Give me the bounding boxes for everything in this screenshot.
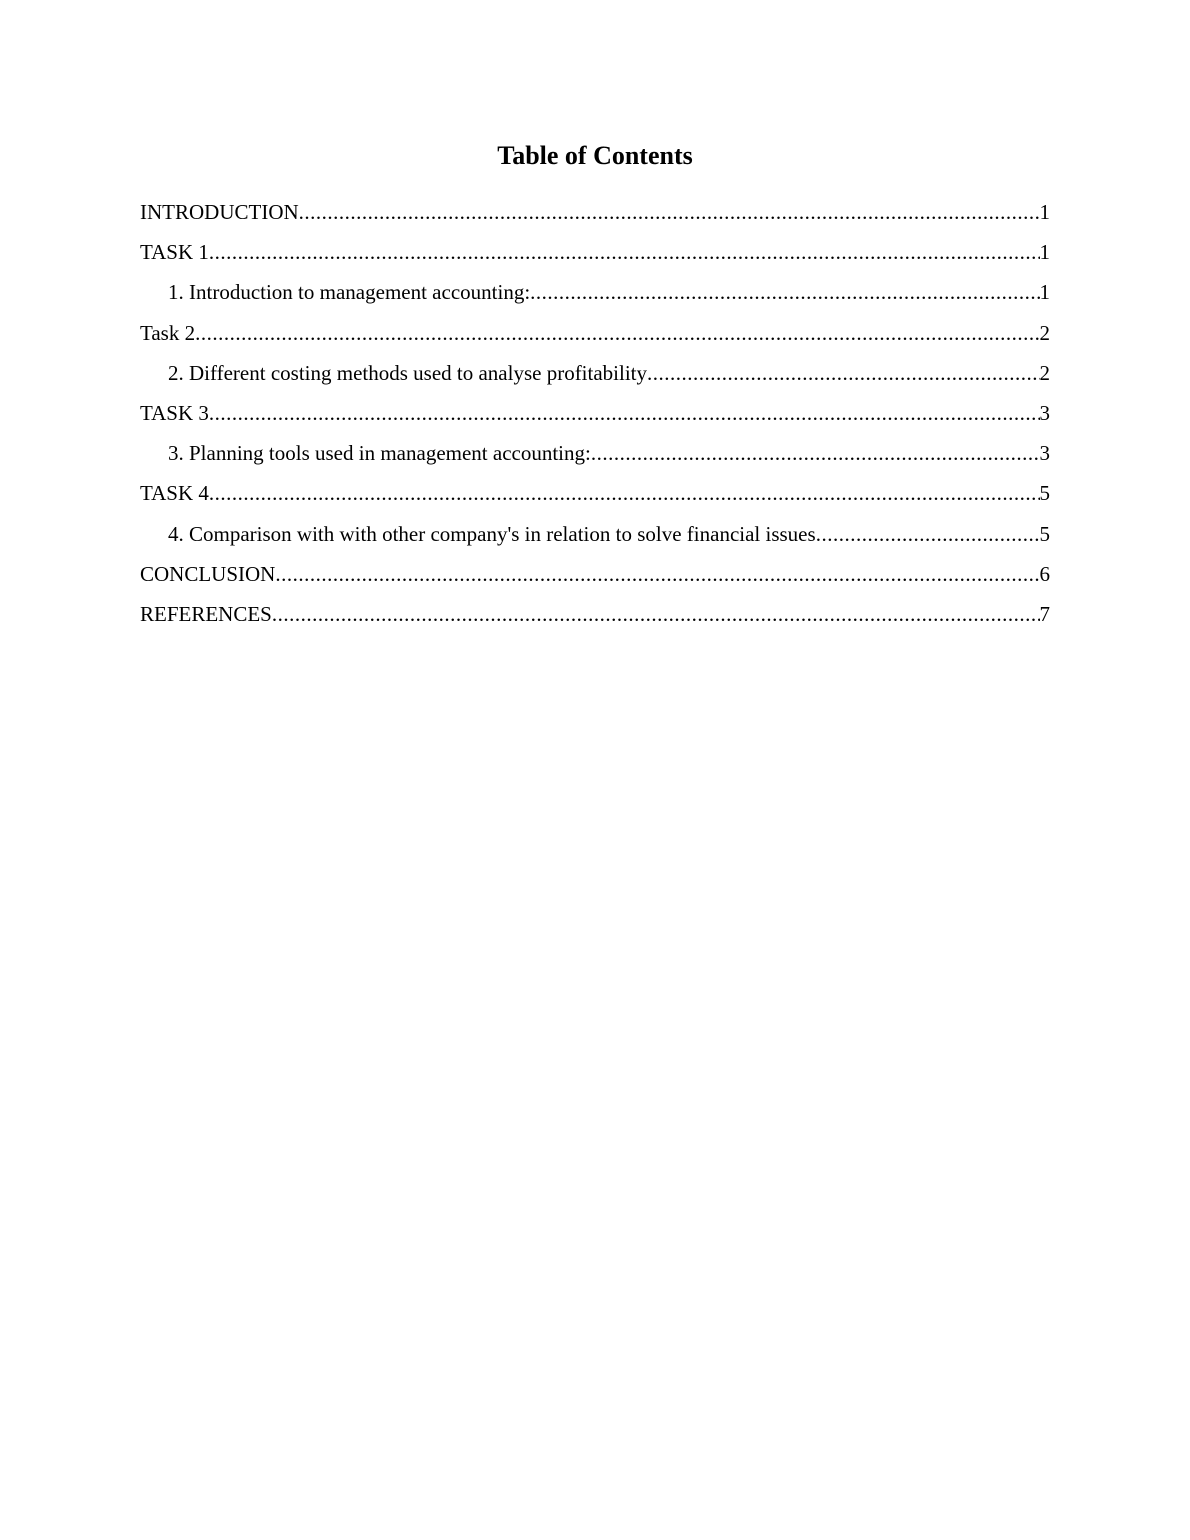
toc-entry-label: 3. Planning tools used in management accounting: (168, 441, 591, 466)
toc-entry-introduction-to-management-accounting[interactable] (140, 276, 1050, 316)
toc-page-number: 1 (1039, 240, 1050, 265)
toc-page-number: 3 (1039, 441, 1050, 466)
toc-entry-label: Task 2 (140, 320, 196, 345)
toc-entry-label: INTRODUCTION (140, 200, 299, 224)
toc-entry-comparison-with-other-companies[interactable] (140, 518, 1050, 558)
toc-page-number: 2 (1039, 360, 1050, 385)
toc-entry-task-3[interactable] (140, 397, 1050, 437)
toc-dot-leader (209, 397, 1040, 429)
toc-entry-references[interactable] (140, 598, 1050, 638)
toc-entry-task-1[interactable] (140, 236, 1050, 276)
toc-page-number: 6 (1039, 561, 1050, 586)
toc-dot-leader (647, 357, 1039, 389)
toc-entry-label: CONCLUSION (140, 561, 276, 586)
toc-dot-leader (299, 196, 1040, 228)
toc-entry-label: REFERENCES (140, 601, 272, 626)
toc-dot-leader (530, 276, 1039, 308)
toc-entry-task-4[interactable] (140, 477, 1050, 517)
toc-entry-label: 4. Comparison with with other company's in relation to solve financial issues (168, 521, 816, 546)
toc-entry-conclusion[interactable] (140, 558, 1050, 598)
toc-entry-label: TASK 4 (140, 481, 209, 506)
toc-entry-label: TASK 1 (140, 240, 209, 265)
toc-page-number: 5 (1039, 521, 1050, 546)
toc-page-number: 7 (1039, 601, 1050, 626)
toc-dot-leader (272, 598, 1040, 630)
toc-dot-leader (591, 437, 1040, 469)
toc-entry-label: 2. Different costing methods used to analyse profitability (168, 360, 648, 385)
toc-entry-introduction[interactable] (140, 196, 1050, 236)
table-of-contents (140, 196, 1050, 638)
toc-title: Table of Contents (497, 141, 693, 170)
toc-dot-leader (275, 558, 1039, 590)
toc-page-number: 1 (1039, 200, 1050, 224)
toc-page-number: 3 (1039, 400, 1050, 425)
toc-dot-leader (209, 477, 1040, 509)
toc-entry-different-costing-methods[interactable] (140, 357, 1050, 397)
toc-entry-label: TASK 3 (140, 400, 209, 425)
toc-entry-task-2[interactable] (140, 317, 1050, 357)
toc-dot-leader (195, 317, 1039, 349)
toc-entry-label: 1. Introduction to management accounting: (168, 280, 531, 305)
toc-page-number: 1 (1039, 280, 1050, 305)
toc-dot-leader (816, 518, 1040, 550)
toc-page-number: 5 (1039, 481, 1050, 506)
toc-dot-leader (209, 236, 1040, 268)
toc-page-number: 2 (1039, 320, 1050, 345)
toc-entry-planning-tools[interactable] (140, 437, 1050, 477)
